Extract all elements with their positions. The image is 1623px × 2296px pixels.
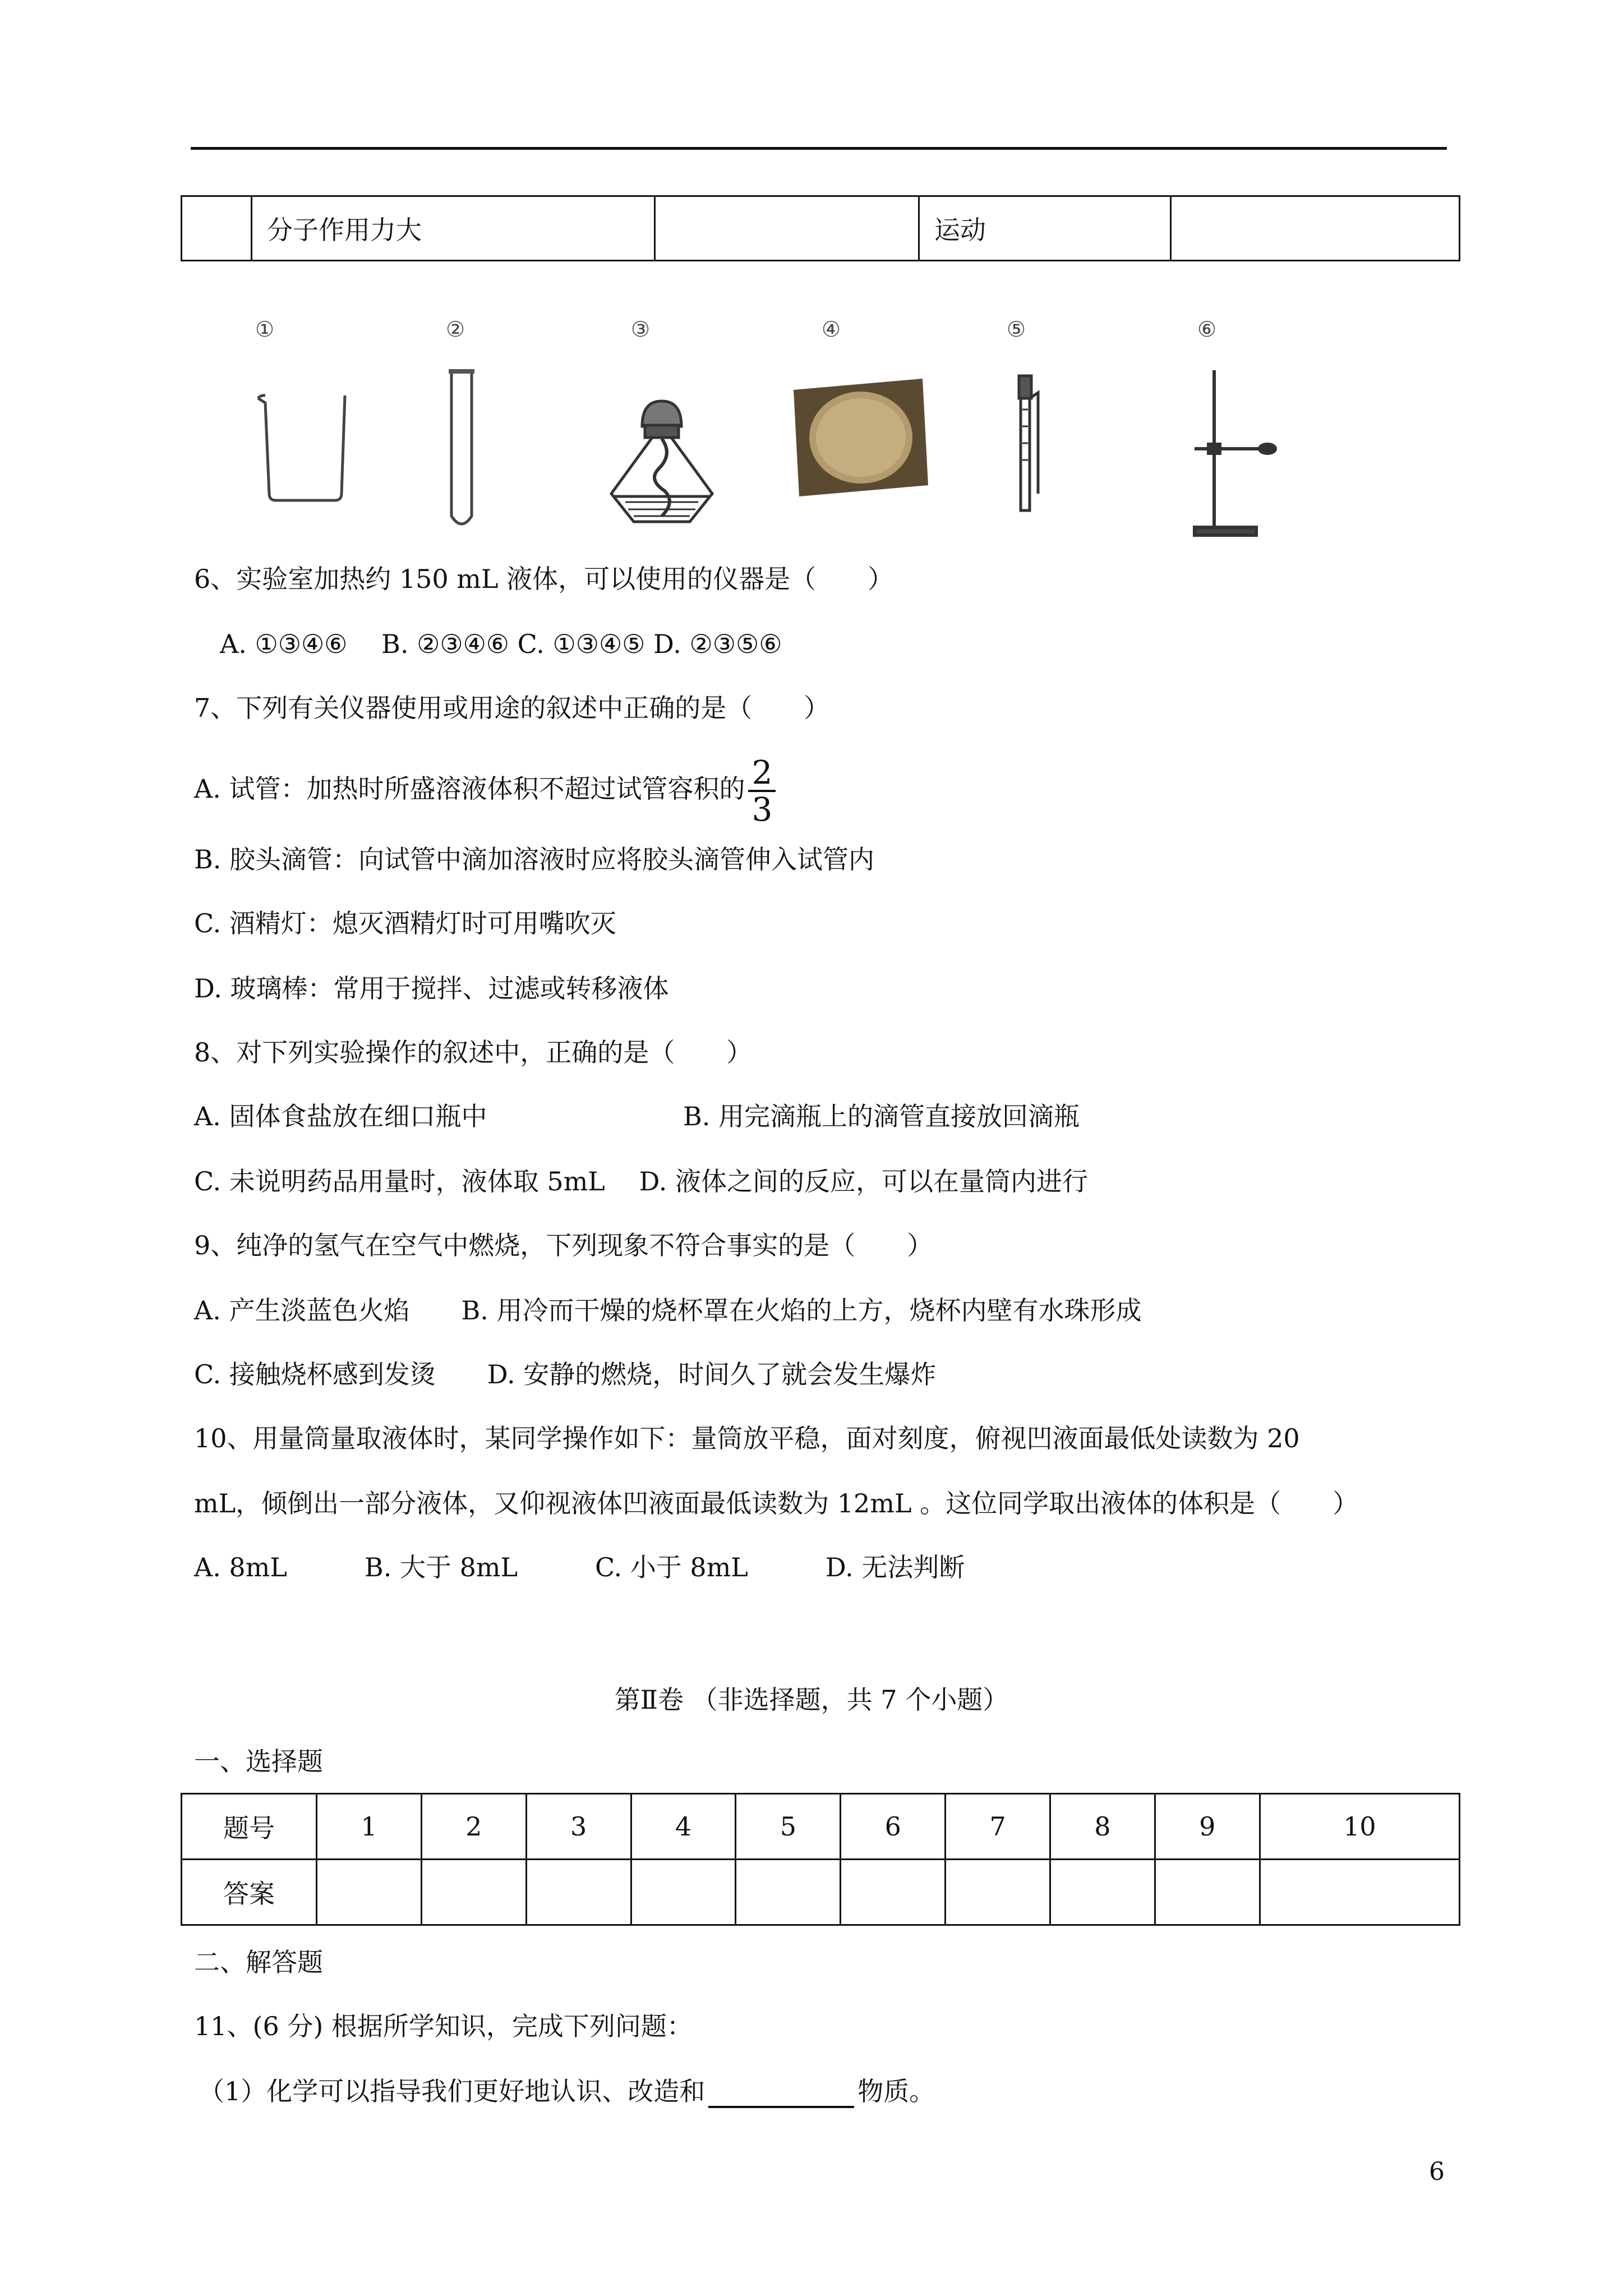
table-cell: 4 xyxy=(631,1794,736,1860)
fill-in-blank[interactable] xyxy=(708,2080,854,2108)
fraction-denominator: 3 xyxy=(751,790,773,829)
table-cell: 5 xyxy=(736,1794,841,1860)
question-8-option-b: B. 用完滴瓶上的滴管直接放回滴瓶 xyxy=(683,1101,1080,1131)
table-cell: 2 xyxy=(421,1794,526,1860)
question-9-options-ab: A. 产生淡蓝色火焰 B. 用冷而干燥的烧杯罩在火焰的上方，烧杯内壁有水珠形成 xyxy=(194,1295,1142,1326)
part1-text-before: （1）化学可以指导我们更好地认识、改造和 xyxy=(199,2076,706,2106)
question-10-options: A. 8mL B. 大于 8mL C. 小于 8mL D. 无法判断 xyxy=(194,1552,965,1582)
answer-table xyxy=(181,1793,1460,1926)
question-6-options: A. ①③④⑥ B. ②③④⑥ C. ①③④⑤ D. ②③⑤⑥ xyxy=(220,629,782,659)
question-10-line2: mL，倾倒出一部分液体，又仰视液体凹液面最低读数为 12mL 。这位同学取出液体的体积是（ ） xyxy=(194,1488,1359,1519)
answer-cell[interactable] xyxy=(631,1860,736,1925)
question-11-stem: 11、(6 分) 根据所学知识，完成下列问题： xyxy=(194,2011,693,2041)
table-cell xyxy=(1171,196,1460,261)
part1-text-after: 物质。 xyxy=(857,2076,935,2106)
answer-cell[interactable] xyxy=(841,1860,946,1925)
table-cell: 6 xyxy=(841,1794,946,1860)
answer-cell[interactable] xyxy=(946,1860,1050,1925)
question-7-option-b: B. 胶头滴管：向试管中滴加溶液时应将胶头滴管伸入试管内 xyxy=(194,844,875,875)
table-cell: 运动 xyxy=(919,196,1171,261)
table-cell xyxy=(182,196,252,261)
question-9-options-cd: C. 接触烧杯感到发烫 D. 安静的燃烧，时间久了就会发生爆炸 xyxy=(194,1359,937,1389)
instrument-label: ③ xyxy=(631,317,651,342)
question-10-line1: 10、用量筒量取液体时，某同学操作如下：量筒放平稳，面对刻度，俯视凹液面最低处读数为 20 xyxy=(194,1423,1300,1453)
iron-stand-icon xyxy=(1195,370,1275,535)
table-cell: 8 xyxy=(1050,1794,1155,1860)
table-cell: 10 xyxy=(1260,1794,1459,1860)
asbestos-gauze-icon xyxy=(794,379,928,496)
property-table-fragment xyxy=(181,195,1460,261)
table-cell: 3 xyxy=(526,1794,631,1860)
question-6-stem: 6、实验室加热约 150 mL 液体，可以使用的仪器是（ ） xyxy=(194,564,894,594)
page-number: 6 xyxy=(1429,2157,1445,2186)
answer-cell[interactable] xyxy=(1050,1860,1155,1925)
table-row xyxy=(182,1860,1460,1925)
table-cell: 7 xyxy=(946,1794,1050,1860)
fraction-numerator: 2 xyxy=(748,755,776,792)
question-11-part1 xyxy=(199,2074,935,2108)
question-8-options-cd: C. 未说明药品用量时，液体取 5mL D. 液体之间的反应，可以在量筒内进行 xyxy=(194,1166,1088,1197)
table-cell: 答案 xyxy=(182,1860,317,1925)
answer-cell[interactable] xyxy=(1260,1860,1459,1925)
instrument-label: ⑥ xyxy=(1197,317,1217,342)
table-cell: 9 xyxy=(1155,1794,1260,1860)
header-rule xyxy=(191,147,1447,150)
alcohol-lamp-icon xyxy=(611,401,712,522)
part2-title: 第Ⅱ卷 （非选择题，共 7 个小题） xyxy=(614,1685,1009,1715)
option-a-text: A. 试管：加热时所盛溶液体积不超过试管容积的 xyxy=(194,774,745,804)
question-9-stem: 9、纯净的氢气在空气中燃烧，下列现象不符合事实的是（ ） xyxy=(194,1230,933,1260)
answer-cell[interactable] xyxy=(1155,1860,1260,1925)
fraction xyxy=(748,755,776,827)
table-cell: 分子作用力大 xyxy=(252,196,655,261)
question-8-stem: 8、对下列实验操作的叙述中，正确的是（ ） xyxy=(194,1037,753,1068)
instrument-label: ④ xyxy=(822,317,841,342)
question-8-option-a: A. 固体食盐放在细口瓶中 xyxy=(194,1101,487,1131)
section-heading: 二、解答题 xyxy=(194,1947,323,1977)
instrument-figure xyxy=(199,280,1444,561)
test-tube-clamp-icon xyxy=(1019,376,1038,510)
answer-cell[interactable] xyxy=(736,1860,841,1925)
test-tube-icon xyxy=(449,369,474,524)
question-7-stem: 7、下列有关仪器使用或用途的叙述中正确的是（ ） xyxy=(194,693,830,723)
instrument-label: ② xyxy=(446,317,465,342)
instrument-label: ① xyxy=(255,317,275,342)
table-cell: 1 xyxy=(317,1794,422,1860)
instrument-label: ⑤ xyxy=(1007,317,1026,342)
answer-cell[interactable] xyxy=(526,1860,631,1925)
table-cell: 题号 xyxy=(182,1794,317,1860)
answer-cell[interactable] xyxy=(421,1860,526,1925)
section-heading: 一、选择题 xyxy=(194,1746,323,1777)
beaker-icon xyxy=(258,395,345,500)
question-7-option-d: D. 玻璃棒：常用于搅拌、过滤或转移液体 xyxy=(194,973,669,1004)
table-cell xyxy=(655,196,919,261)
table-row xyxy=(182,1794,1460,1860)
answer-cell[interactable] xyxy=(317,1860,422,1925)
question-7-option-a xyxy=(194,749,776,828)
question-7-option-c: C. 酒精灯：熄灭酒精灯时可用嘴吹灭 xyxy=(194,908,616,938)
